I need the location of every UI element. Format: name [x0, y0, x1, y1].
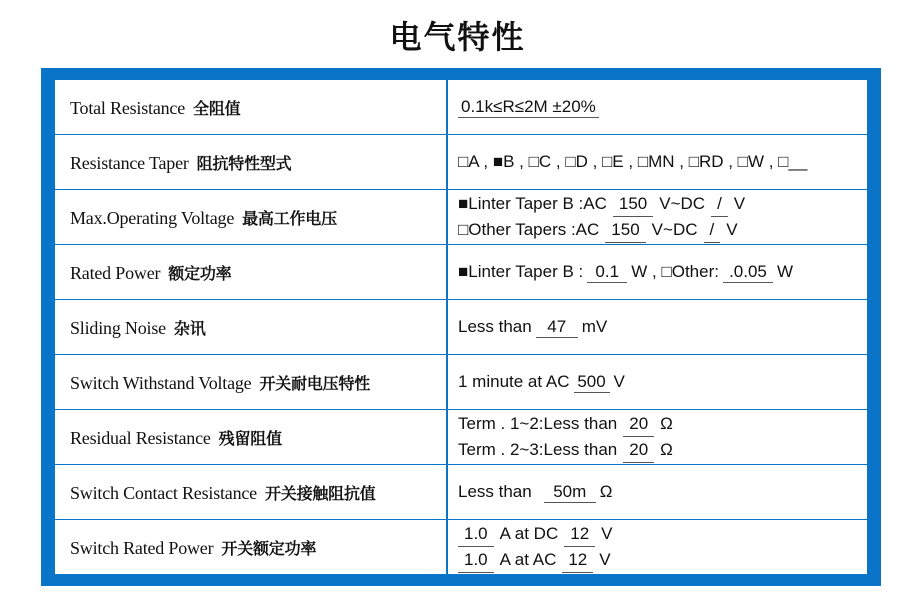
table-row — [55, 190, 867, 245]
table-row — [55, 410, 867, 465]
dc-voltage: / — [704, 217, 721, 243]
row-value — [447, 465, 867, 520]
row-value — [447, 135, 867, 190]
noise-unit: mV — [581, 316, 608, 336]
row-label — [55, 410, 447, 465]
table-row — [55, 300, 867, 355]
label-cn: 全阻值 — [193, 98, 241, 118]
label-en: Switch Contact Resistance — [70, 482, 257, 503]
row-value — [447, 355, 867, 410]
noise-value: 47 — [536, 317, 578, 338]
table-row — [55, 245, 867, 300]
ac-voltage: 150 — [605, 217, 645, 243]
contact-unit: Ω — [599, 481, 613, 501]
table-row — [55, 465, 867, 520]
withstand-prefix: 1 minute at AC — [458, 371, 570, 391]
label-cn: 残留阻值 — [218, 428, 282, 448]
page-title: 电气特性 — [389, 18, 526, 56]
row-label — [55, 520, 447, 575]
label-en: Rated Power — [70, 262, 161, 283]
switch-voltage: 12 — [562, 547, 593, 573]
switch-current: 1.0 — [458, 521, 494, 547]
label-cn: 开关额定功率 — [221, 538, 317, 558]
voltage-unit: V — [733, 194, 746, 213]
spec-table-frame — [41, 68, 881, 586]
power-mid: W , □Other: — [631, 261, 719, 281]
row-value — [447, 80, 867, 135]
total-resistance-value: 0.1k≤R≤2M ±20% — [458, 97, 599, 118]
row-value — [447, 245, 867, 300]
row-value — [447, 190, 867, 245]
other-power-value: .0.05 — [723, 262, 773, 283]
residual-unit: Ω — [660, 440, 673, 459]
ac-voltage: 150 — [613, 191, 653, 217]
linear-power-value: 0.1 — [587, 262, 627, 283]
contact-prefix: Less than — [458, 481, 532, 501]
dc-voltage: / — [711, 191, 728, 217]
switch-mid: A at DC — [499, 524, 559, 543]
label-cn: 额定功率 — [168, 263, 232, 283]
label-cn: 阻抗特性型式 — [196, 153, 292, 173]
residual-line-1 — [458, 411, 867, 437]
switch-power-ac — [458, 547, 867, 573]
row-label — [55, 355, 447, 410]
residual-line-2 — [458, 437, 867, 463]
noise-prefix: Less than — [458, 316, 532, 336]
label-en: Max.Operating Voltage — [70, 207, 235, 228]
withstand-value: 500 — [574, 372, 610, 393]
switch-power-dc — [458, 521, 867, 547]
row-value — [447, 410, 867, 465]
row-label — [55, 465, 447, 520]
label-cn: 开关接触阻抗值 — [264, 483, 376, 503]
switch-voltage: 12 — [564, 521, 595, 547]
label-en: Switch Withstand Voltage — [70, 372, 252, 393]
label-en: Resistance Taper — [70, 152, 189, 173]
power-prefix: ■Linter Taper B : — [458, 261, 584, 281]
residual-prefix: Term . 1~2:Less than — [458, 414, 618, 433]
voltage-line-other — [458, 217, 867, 243]
label-cn: 开关耐电压特性 — [259, 373, 371, 393]
label-en: Total Resistance — [70, 97, 186, 118]
residual-value: 20 — [623, 411, 654, 437]
residual-prefix: Term . 2~3:Less than — [458, 440, 618, 459]
row-label — [55, 300, 447, 355]
row-label — [55, 245, 447, 300]
row-value — [447, 520, 867, 575]
voltage-mid: V~DC — [651, 220, 698, 239]
row-label — [55, 80, 447, 135]
switch-unit: V — [599, 550, 611, 569]
power-unit: W — [776, 261, 794, 281]
switch-mid: A at AC — [499, 550, 557, 569]
row-label — [55, 190, 447, 245]
table-row — [55, 80, 867, 135]
voltage-unit: V — [726, 220, 738, 239]
voltage-line-linear — [458, 191, 867, 217]
label-en: Residual Resistance — [70, 427, 211, 448]
table-row — [55, 135, 867, 190]
label-en: Switch Rated Power — [70, 537, 214, 558]
label-cn: 最高工作电压 — [242, 208, 337, 228]
taper-options: □A , ■B , □C , □D , □E , □MN , □RD , □W , □__ — [458, 152, 808, 171]
voltage-prefix: □Other Tapers :AC — [458, 220, 600, 239]
switch-unit: V — [601, 524, 613, 543]
switch-current: 1.0 — [458, 547, 494, 573]
row-label — [55, 135, 447, 190]
label-en: Sliding Noise — [70, 317, 166, 338]
voltage-mid: V~DC — [659, 194, 706, 213]
withstand-unit: V — [613, 371, 625, 391]
label-cn: 杂讯 — [173, 318, 206, 338]
residual-unit: Ω — [660, 414, 673, 433]
residual-value: 20 — [623, 437, 654, 463]
row-value — [447, 300, 867, 355]
contact-value: 50m — [544, 482, 596, 503]
table-row — [55, 520, 867, 575]
table-row — [55, 355, 867, 410]
electrical-spec-table — [55, 80, 867, 574]
voltage-prefix: ■Linter Taper B :AC — [458, 194, 607, 213]
